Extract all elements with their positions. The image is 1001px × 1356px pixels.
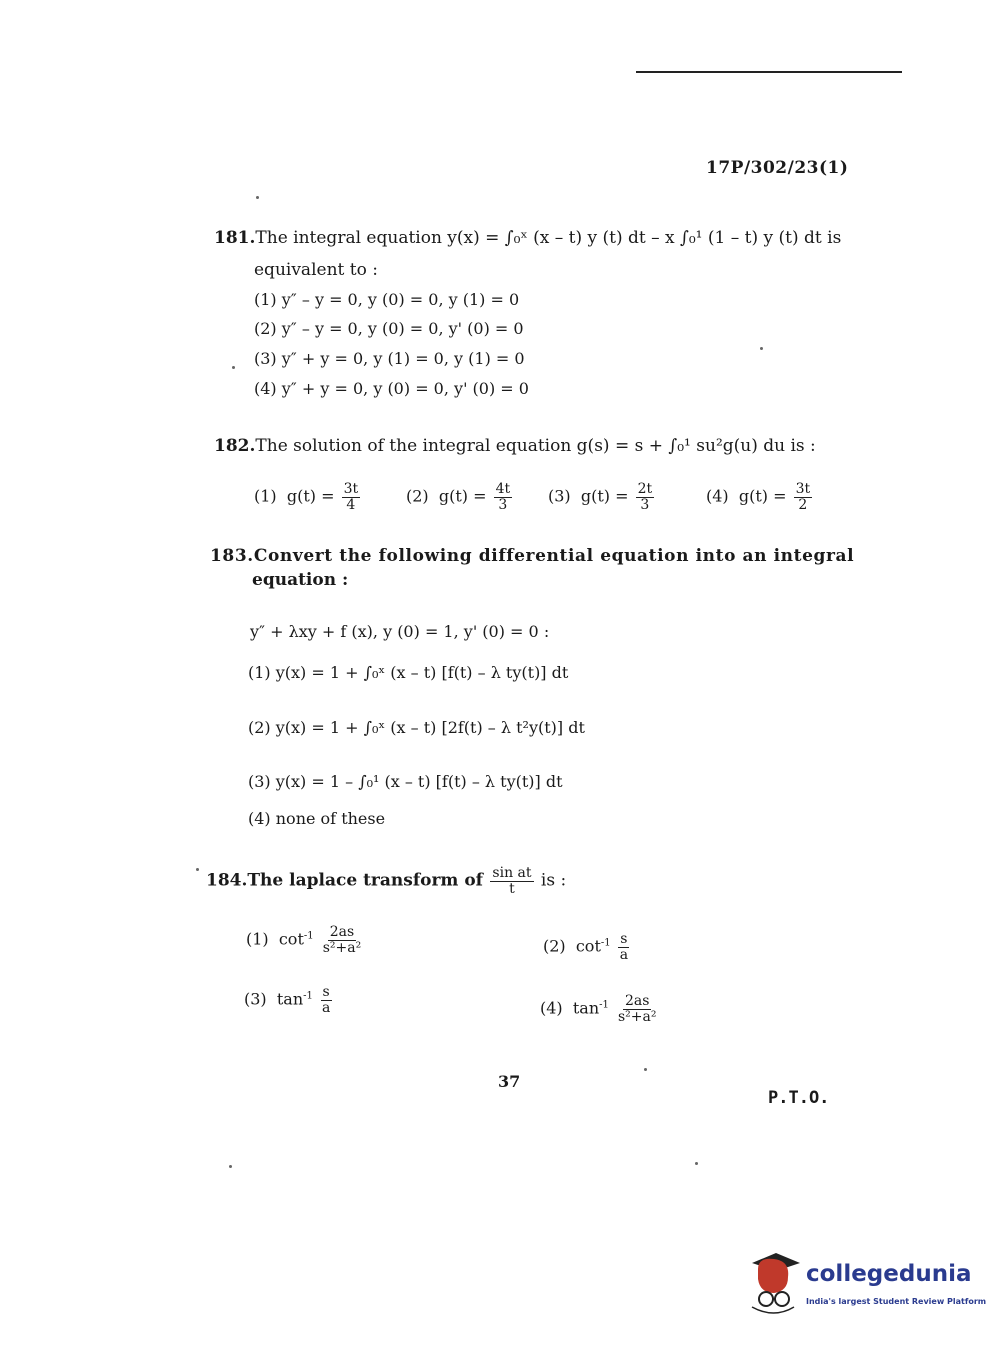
q184-opt4-den: s²+a² (617, 1008, 657, 1025)
q184-opt2-label: (2) (543, 936, 566, 956)
q183-stem (210, 546, 854, 566)
q182-opt3-den: 3 (640, 496, 650, 513)
q184-opt1-label: (1) (246, 929, 269, 949)
q181-number: 181. (214, 228, 256, 248)
q184-stem-num: sin at (492, 865, 532, 881)
q181-stem-text: The integral equation y(x) = ∫₀ˣ (x – t) y (t) dt – x ∫₀¹ (1 – t) y (t) dt is (255, 228, 842, 248)
q184-stem-den: t (509, 880, 515, 897)
q183-option-1: (1) y(x) = 1 + ∫₀ˣ (x – t) [f(t) – λ ty(t)] dt (248, 663, 569, 682)
q184-opt1-fn: cot (278, 929, 304, 949)
q184-opt2-num: s (620, 931, 628, 947)
q182-option-3 (548, 482, 656, 512)
q184-option-3 (244, 985, 334, 1015)
q184-opt3-fn: tan (276, 989, 304, 1009)
scan-speck (760, 347, 763, 350)
collegedunia-mascot-icon (744, 1247, 804, 1317)
q182-opt3-label: (3) (548, 486, 571, 506)
q181-option-3: (3) y″ + y = 0, y (1) = 0, y (1) = 0 (254, 349, 525, 368)
q183-option-2: (2) y(x) = 1 + ∫₀ˣ (x – t) [2f(t) – λ t²y(t)] dt (248, 718, 585, 737)
scan-speck (256, 196, 259, 199)
q184-opt4-fn: tan (572, 998, 600, 1018)
q184-opt3-fraction (320, 985, 332, 1015)
pto-label: P.T.O. (768, 1088, 830, 1108)
q182-opt3-fraction (636, 482, 655, 512)
q182-opt2-num: 4t (495, 481, 511, 497)
scan-speck (695, 1162, 698, 1165)
q181-option-1: (1) y″ – y = 0, y (0) = 0, y (1) = 0 (254, 290, 520, 309)
q184-opt3-label: (3) (244, 989, 267, 1009)
q182-opt2-fraction (494, 482, 513, 512)
q182-opt3-lhs: g(t) = (580, 486, 629, 506)
q184-stem-pre: The laplace transform of (247, 870, 483, 891)
q183-number: 183. (210, 546, 254, 566)
page-number: 37 (498, 1072, 521, 1091)
scan-speck (232, 366, 235, 369)
q184-opt3-den: a (321, 999, 331, 1016)
q184-opt3-sup: -1 (303, 990, 313, 1002)
q184-opt1-fraction (321, 925, 364, 955)
q184-opt4-num: 2as (624, 993, 650, 1009)
scan-speck (229, 1165, 232, 1168)
q184-opt1-den: s²+a² (322, 939, 362, 956)
q184-number: 184. (206, 870, 248, 891)
q184-opt4-label: (4) (540, 998, 563, 1018)
q182-opt4-num: 3t (795, 481, 811, 497)
q182-option-1 (254, 482, 362, 512)
q184-stem-post: is : (540, 870, 567, 891)
q182-opt4-den: 2 (798, 496, 808, 513)
q184-opt2-fraction (618, 932, 630, 962)
q182-opt4-label: (4) (706, 486, 729, 506)
q181-stem (214, 228, 841, 248)
q182-opt4-lhs: g(t) = (738, 486, 787, 506)
q181-option-2: (2) y″ – y = 0, y (0) = 0, y' (0) = 0 (254, 319, 524, 338)
header-rule (636, 71, 902, 73)
q184-stem (206, 866, 566, 896)
scan-speck (644, 1068, 647, 1071)
q182-opt2-den: 3 (498, 496, 508, 513)
q183-equation: y″ + λxy + f (x), y (0) = 1, y' (0) = 0 : (250, 622, 550, 641)
q182-number: 182. (214, 436, 256, 456)
q184-opt2-fn: cot (575, 936, 601, 956)
q182-stem-text: The solution of the integral equation g(s) = s + ∫₀¹ su²g(u) du is : (255, 436, 816, 456)
q182-stem (214, 436, 816, 456)
q182-opt2-label: (2) (406, 486, 429, 506)
q184-opt4-fraction (616, 994, 659, 1024)
q182-opt1-num: 3t (343, 481, 359, 497)
logo-tagline: India's largest Student Review Platform (806, 1297, 987, 1306)
q184-opt4-sup: -1 (599, 999, 609, 1011)
q184-opt1-num: 2as (329, 924, 355, 940)
q182-opt4-fraction (794, 482, 813, 512)
q184-opt2-den: a (619, 946, 629, 963)
q182-opt1-label: (1) (254, 486, 277, 506)
q182-opt1-den: 4 (346, 496, 356, 513)
paper-code: 17P/302/23(1) (706, 158, 849, 178)
q183-option-4: (4) none of these (248, 809, 386, 828)
q181-option-4: (4) y″ + y = 0, y (0) = 0, y' (0) = 0 (254, 379, 529, 398)
q182-opt1-fraction (342, 482, 361, 512)
q183-stem-text: Convert the following differential equation into an integral (253, 546, 855, 566)
q182-option-4 (706, 482, 814, 512)
q184-option-2 (543, 932, 632, 962)
q184-opt3-num: s (322, 984, 330, 1000)
q184-opt2-sup: -1 (600, 937, 611, 949)
q184-option-1 (246, 925, 365, 955)
logo-name: collegedunia (806, 1261, 972, 1287)
q183-stem-cont: equation : (252, 570, 349, 590)
q184-opt1-sup: -1 (303, 930, 314, 942)
q182-opt3-num: 2t (637, 481, 653, 497)
q181-stem-cont: equivalent to : (254, 260, 378, 280)
q183-option-3: (3) y(x) = 1 – ∫₀¹ (x – t) [f(t) – λ ty(t)] dt (248, 772, 563, 791)
q184-stem-fraction (490, 866, 533, 896)
q182-opt1-lhs: g(t) = (286, 486, 335, 506)
q184-option-4 (540, 994, 660, 1024)
q182-opt2-lhs: g(t) = (438, 486, 487, 506)
scan-speck (196, 868, 199, 871)
q182-option-2 (406, 482, 514, 512)
